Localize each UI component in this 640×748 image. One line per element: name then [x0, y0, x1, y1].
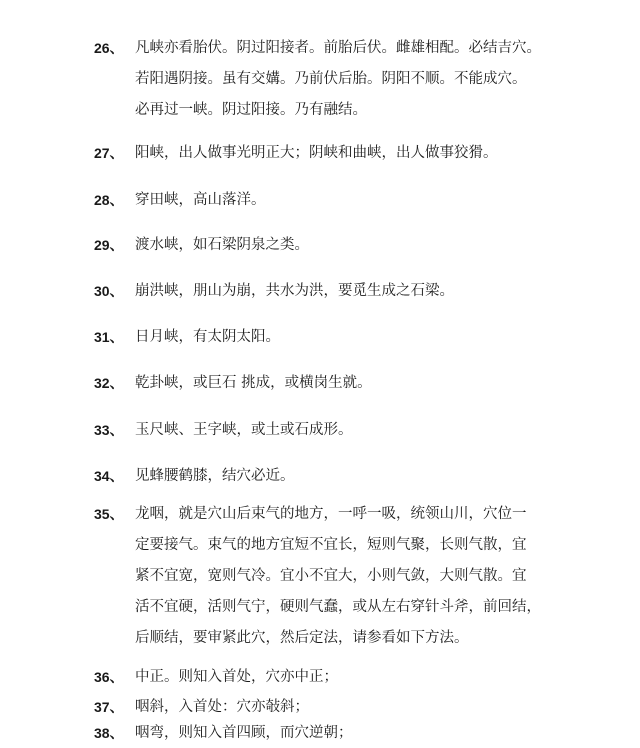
item-text-line: 阳峡，出人做事光明正大；阴峡和曲峡，出人做事狡猾。	[135, 145, 498, 161]
item-text-line: 后顺结，要审紧此穴，然后定法，请参看如下方法。	[135, 630, 469, 646]
item-text-line: 见蜂腰鹤膝，结穴必近。	[135, 468, 295, 484]
item-number: 29、	[94, 237, 124, 253]
item-text-line: 龙咽，就是穴山后束气的地方，一呼一吸，统领山川，穴位一	[135, 506, 527, 522]
item-text-line: 日月峡，有太阴太阳。	[135, 329, 280, 345]
item-text-line: 若阳遇阴接。虽有交媾。乃前伏后胎。阴阳不顺。不能成穴。	[135, 71, 527, 87]
item-number: 33、	[94, 422, 124, 438]
item-number: 31、	[94, 329, 124, 345]
item-number: 34、	[94, 468, 124, 484]
item-text-line: 必再过一峡。阴过阳接。乃有融结。	[135, 102, 367, 118]
item-number: 35、	[94, 506, 124, 522]
item-text-line: 玉尺峡、王字峡，或土或石成形。	[135, 422, 353, 438]
item-number: 27、	[94, 145, 124, 161]
item-text-line: 咽斜，入首处：穴亦敧斜；	[135, 699, 309, 715]
item-text-line: 中正。则知入首处，穴亦中正；	[135, 669, 338, 685]
item-text-line: 穿田峡，高山落洋。	[135, 192, 266, 208]
item-number: 38、	[94, 725, 124, 741]
item-text-line: 乾卦峡，或巨石 挑成，或横岗生就。	[135, 375, 372, 391]
item-number: 37、	[94, 699, 124, 715]
item-number: 26、	[94, 40, 124, 56]
item-text-line: 活不宜硬，活则气宁，硬则气蠢，或从左右穿针斗斧，前回结，	[135, 599, 541, 615]
item-text-line: 咽弯，则知入首四顾，而穴逆朝；	[135, 725, 353, 741]
item-text-line: 凡峡亦看胎伏。阴过阳接者。前胎后伏。雌雄相配。必结吉穴。	[135, 40, 541, 56]
item-number: 32、	[94, 375, 124, 391]
item-number: 36、	[94, 669, 124, 685]
item-number: 28、	[94, 192, 124, 208]
item-text-line: 定要接气。束气的地方宜短不宜长，短则气聚，长则气散，宜	[135, 537, 527, 553]
item-text-line: 崩洪峡，朋山为崩，共水为洪，要觅生成之石梁。	[135, 283, 454, 299]
item-text-line: 紧不宜宽，宽则气冷。宜小不宜大，小则气敛，大则气散。宜	[135, 568, 527, 584]
item-number: 30、	[94, 283, 124, 299]
item-text-line: 渡水峡，如石梁阴泉之类。	[135, 237, 309, 253]
